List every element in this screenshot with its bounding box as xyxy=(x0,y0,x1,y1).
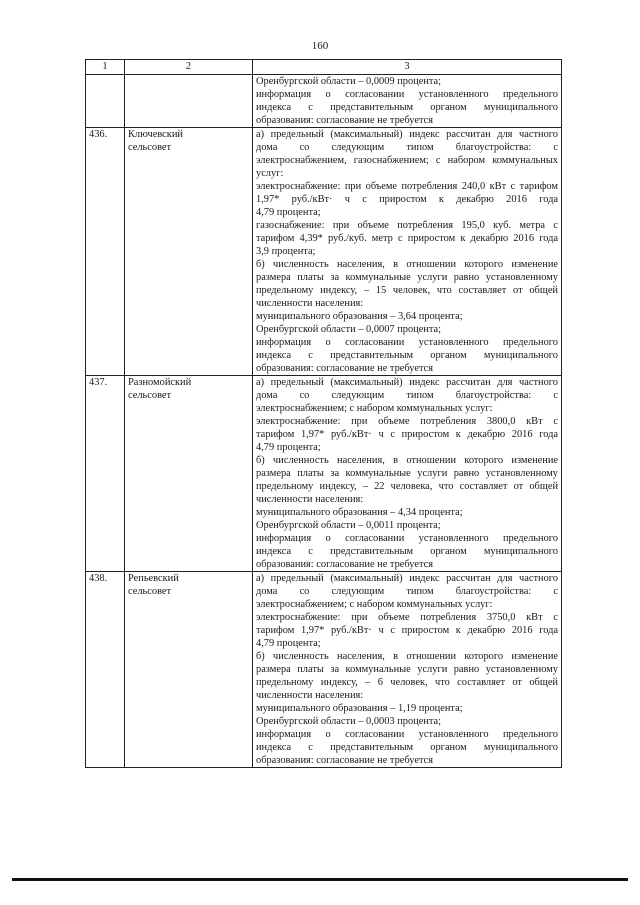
description-line: электроснабжение: при объеме потребления 240,0 кВт с тарифом xyxy=(256,181,558,192)
table-row xyxy=(86,376,562,572)
description-line: б) численность населения, в отношении которого изменение xyxy=(256,651,558,662)
description-line: информация о согласовании установленного предельного xyxy=(256,533,558,544)
municipality-name xyxy=(125,128,253,376)
description-line: индекса с представительным органом муниципального xyxy=(256,742,558,753)
municipality-index-table xyxy=(85,59,562,768)
description-line: предельному индексу, – 22 человека, что составляет от общей xyxy=(256,481,558,492)
description-line: предельному индексу, – 6 человек, что составляет от общей xyxy=(256,677,558,688)
description-line: образования: согласование не требуется xyxy=(256,755,434,766)
municipality-name-line: Репьевский xyxy=(128,573,179,584)
description-line: Оренбургской области – 0,0003 процента; xyxy=(256,716,442,727)
page-number: 160 xyxy=(311,40,329,52)
row-number: 437. xyxy=(86,376,125,572)
description-line: Оренбургской области – 0,0009 процента; xyxy=(256,76,442,87)
description-line: численности населения: xyxy=(256,494,364,505)
description-line: газоснабжение: при объеме потребления 195,0 куб. метра с xyxy=(256,220,558,231)
header-col-3: 3 xyxy=(253,60,562,75)
description-line: индекса с представительным органом муниципального xyxy=(256,102,558,113)
description-line: тарифом 1,97* руб./кВт· ч с приростом к декабрю 2016 года xyxy=(256,625,558,636)
description-line: дома со следующим типом благоустройства: с xyxy=(256,142,558,153)
table-row xyxy=(86,75,562,128)
description-line: образования: согласование не требуется xyxy=(256,363,434,374)
description-line: муниципального образования – 1,19 процента; xyxy=(256,703,463,714)
description-line: индекса с представительным органом муниципального xyxy=(256,350,558,361)
description-line: информация о согласовании установленного предельного xyxy=(256,729,558,740)
row-number: 436. xyxy=(86,128,125,376)
description-line: численности населения: xyxy=(256,298,364,309)
description-line: электроснабжением; с набором коммунальных услуг: xyxy=(256,599,493,610)
description-line: муниципального образования – 4,34 процента; xyxy=(256,507,463,518)
description-line: образования: согласование не требуется xyxy=(256,115,434,126)
municipality-name-line: Разномойский xyxy=(128,377,192,388)
index-description xyxy=(253,128,562,376)
table-row xyxy=(86,572,562,768)
description-line: б) численность населения, в отношении которого изменение xyxy=(256,455,558,466)
header-col-1: 1 xyxy=(86,60,125,75)
description-line: размера платы за коммунальные услуги равно установленному xyxy=(256,664,558,675)
municipality-name-line: сельсовет xyxy=(128,586,172,597)
description-line: индекса с представительным органом муниципального xyxy=(256,546,558,557)
municipality-name xyxy=(125,376,253,572)
description-line: 1,97* руб./кВт· ч с приростом к декабрю 2016 года xyxy=(256,194,558,205)
description-line: а) предельный (максимальный) индекс рассчитан для частного xyxy=(256,377,558,388)
description-line: б) численность населения, в отношении которого изменение xyxy=(256,259,558,270)
description-line: а) предельный (максимальный) индекс рассчитан для частного xyxy=(256,573,558,584)
bottom-rule xyxy=(12,878,628,881)
description-line: Оренбургской области – 0,0011 процента; xyxy=(256,520,441,531)
municipality-name-line: Ключевский xyxy=(128,129,183,140)
header-col-2: 2 xyxy=(125,60,253,75)
index-description xyxy=(253,572,562,768)
description-line: информация о согласовании установленного предельного xyxy=(256,337,558,348)
description-line: дома со следующим типом благоустройства: с xyxy=(256,390,558,401)
description-line: 4,79 процента; xyxy=(256,442,321,453)
description-line: информация о согласовании установленного предельного xyxy=(256,89,558,100)
description-line: Оренбургской области – 0,0007 процента; xyxy=(256,324,442,335)
description-line: электроснабжением; с набором коммунальных услуг: xyxy=(256,403,493,414)
description-line: 4,79 процента; xyxy=(256,207,321,218)
table-row xyxy=(86,128,562,376)
description-line: электроснабжением, газоснабжением; с набором коммунальных xyxy=(256,155,558,166)
description-line: численности населения: xyxy=(256,690,364,701)
municipality-name-line: сельсовет xyxy=(128,390,172,401)
description-line: образования: согласование не требуется xyxy=(256,559,434,570)
description-line: электроснабжение: при объеме потребления 3750,0 кВт с xyxy=(256,612,558,623)
description-line: предельному индексу, – 15 человек, что составляет от общей xyxy=(256,285,558,296)
description-line: размера платы за коммунальные услуги равно установленному xyxy=(256,272,558,283)
municipality-name xyxy=(125,572,253,768)
description-line: дома со следующим типом благоустройства: с xyxy=(256,586,558,597)
row-number xyxy=(86,75,125,128)
description-line: электроснабжение: при объеме потребления 3800,0 кВт с xyxy=(256,416,558,427)
municipality-name xyxy=(125,75,253,128)
description-line: услуг: xyxy=(256,168,284,179)
description-line: тарифом 1,97* руб./кВт· ч с приростом к декабрю 2016 года xyxy=(256,429,558,440)
description-line: размера платы за коммунальные услуги равно установленному xyxy=(256,468,558,479)
table-header-row xyxy=(86,60,562,75)
description-line: тарифом 4,39* руб./куб. метр с приростом к декабрю 2016 года xyxy=(256,233,558,244)
description-line: муниципального образования – 3,64 процента; xyxy=(256,311,463,322)
row-number: 438. xyxy=(86,572,125,768)
description-line: 3,9 процента; xyxy=(256,246,316,257)
municipality-name-line: сельсовет xyxy=(128,142,172,153)
index-description xyxy=(253,75,562,128)
index-description xyxy=(253,376,562,572)
description-line: а) предельный (максимальный) индекс рассчитан для частного xyxy=(256,129,558,140)
description-line: 4,79 процента; xyxy=(256,638,321,649)
